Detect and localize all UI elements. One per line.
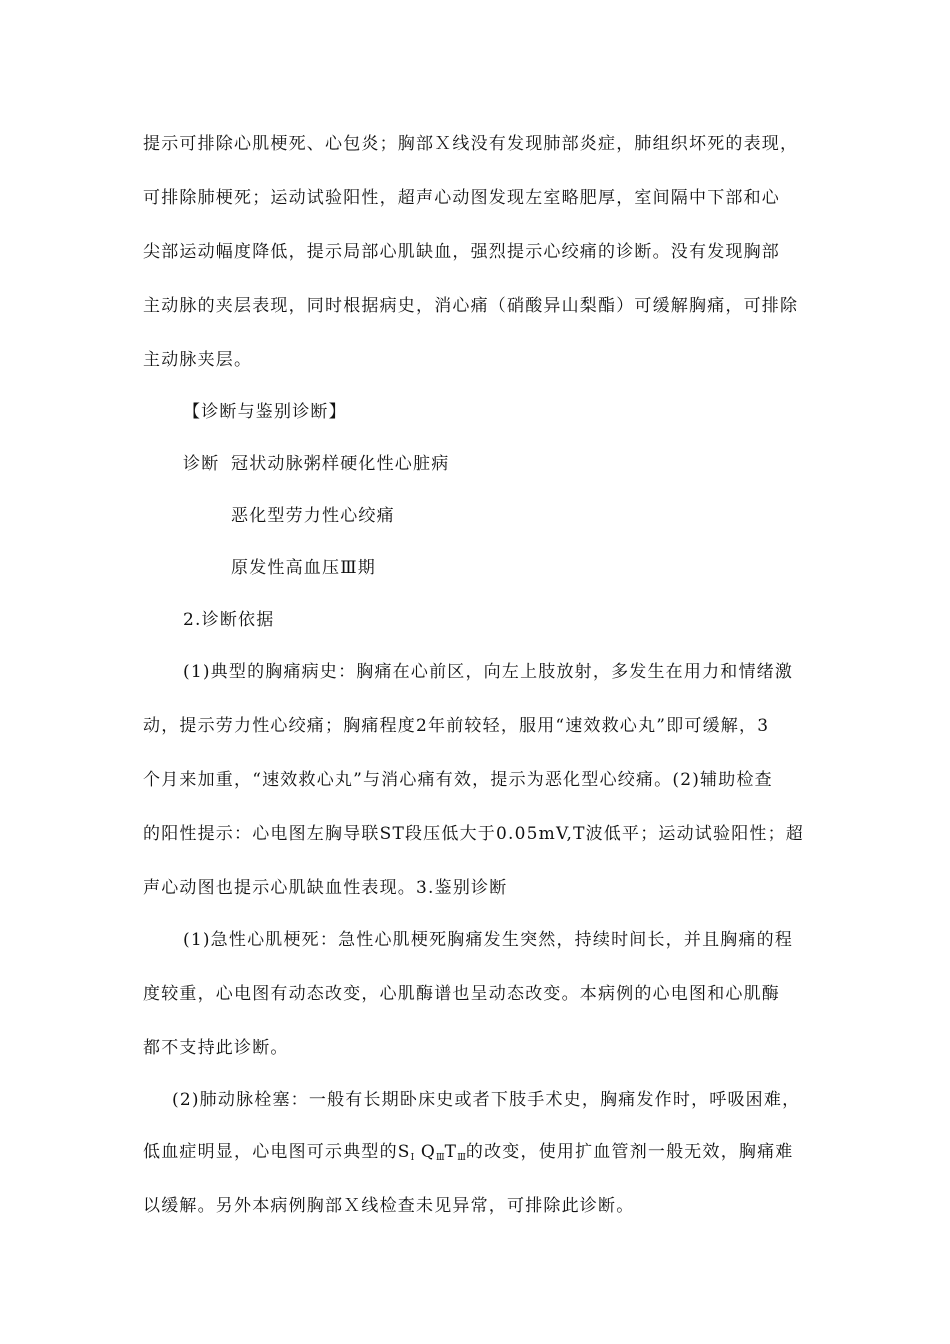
para3-line1: (1)急性心肌梗死：急性心肌梗死胸痛发生突然，持续时间长，并且胸痛的程 [183,930,794,950]
para2-line5: 声心动图也提示心肌缺血性表现。3.鉴别诊断 [143,878,508,898]
para2-line1: (1)典型的胸痛病史：胸痛在心前区，向左上肢放射，多发生在用力和情绪激 [183,662,794,682]
para3-line3: 都不支持此诊断。 [143,1038,289,1058]
para2-line3: 个月来加重，“速效救心丸”与消心痛有效，提示为恶化型心绞痛。(2)辅助检查 [143,770,773,790]
para2-line2: 动，提示劳力性心绞痛；胸痛程度2年前较轻，服用“速效救心丸”即可缓解，3 [143,716,770,736]
basis-heading: 2.诊断依据 [183,610,275,630]
para4-line2-text-a: 低血症明显，心电图可示典型的S [143,1142,411,1162]
para4-line2-text-b: 的改变，使用扩血管剂一般无效，胸痛难 [465,1142,794,1162]
diagnosis-label: 诊断 [183,454,220,474]
diagnosis-item-3: 原发性高血压Ⅲ期 [231,558,376,578]
para1-line2: 可排除肺梗死；运动试验阳性，超声心动图发现左室略肥厚，室间隔中下部和心 [143,188,780,208]
subscript-iii-b: Ⅲ [457,1153,466,1163]
para3-line2: 度较重，心电图有动态改变，心肌酶谱也呈动态改变。本病例的心电图和心肌酶 [143,984,780,1004]
para4-line3: 以缓解。另外本病例胸部Ｘ线检查未见异常，可排除此诊断。 [143,1196,635,1216]
section-heading: 【诊断与鉴别诊断】 [183,402,347,422]
para1-line3: 尖部运动幅度降低，提示局部心肌缺血，强烈提示心绞痛的诊断。没有发现胸部 [143,242,780,262]
subscript-i: Ⅰ [410,1153,415,1163]
para1-line5: 主动脉夹层。 [143,350,253,370]
diagnosis-item-2: 恶化型劳力性心绞痛 [231,506,395,526]
subscript-iii-a: Ⅲ [435,1153,445,1163]
para1-line1: 提示可排除心肌梗死、心包炎；胸部Ｘ线没有发现肺部炎症，肺组织坏死的表现， [143,134,799,154]
diagnosis-item-1: 冠状动脉粥样硬化性心脏病 [231,454,450,474]
para4-line2 [143,1142,794,1168]
para4-line2-text-q: Q [414,1142,436,1162]
para2-line4: 的阳性提示：心电图左胸导联ST段压低大于0.05mV,T波低平；运动试验阳性；超 [143,824,805,844]
para1-line4: 主动脉的夹层表现，同时根据病史，消心痛（硝酸异山梨酯）可缓解胸痛，可排除 [143,296,799,316]
para4-line2-text-t: T [444,1142,458,1162]
para4-line1: (2)肺动脉栓塞：一般有长期卧床史或者下肢手术史，胸痛发作时，呼吸困难， [172,1090,801,1110]
